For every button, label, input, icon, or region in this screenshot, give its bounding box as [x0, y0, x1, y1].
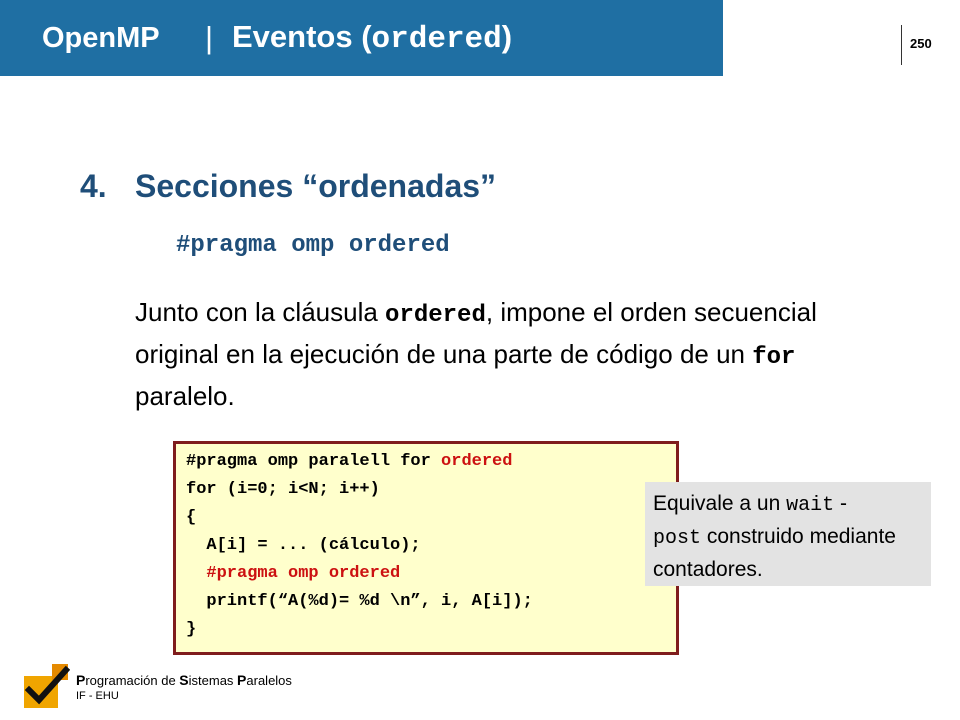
desc-code-ordered: ordered [385, 302, 486, 329]
code-line-1-text: #pragma omp paralell for [186, 452, 442, 471]
code-line-7: } [186, 620, 197, 639]
note-code-post: post [653, 527, 702, 550]
slide-title [232, 19, 512, 57]
note-code-wait: wait [786, 494, 835, 517]
desc-code-for: for [752, 344, 796, 371]
note-text-3: construido mediante contadores. [653, 525, 896, 581]
code-line-1-keyword: ordered [441, 452, 513, 471]
code-line-2: for (i=0; i<N; i++) [186, 480, 380, 499]
code-line-5: #pragma omp ordered [186, 564, 401, 583]
pragma-directive: #pragma omp ordered [176, 232, 450, 259]
checkmark-logo-icon [22, 662, 70, 710]
app-name: OpenMP [42, 22, 160, 54]
page-number: 250 [910, 36, 932, 51]
title-suffix: ) [501, 19, 513, 54]
desc-part-2: , impone el orden secuencial original en la ejecución de una parte de código de un [135, 297, 817, 369]
code-example-box [173, 441, 679, 655]
section-number: 4. [80, 168, 107, 204]
note-box [645, 482, 931, 586]
section-description [135, 293, 895, 415]
section-title: Secciones “ordenadas” [135, 168, 497, 204]
header-separator: | [205, 20, 214, 55]
footer-institution: IF - EHU [76, 690, 119, 702]
code-line-4: A[i] = ... (cálculo); [186, 536, 421, 555]
code-line-6: printf(“A(%d)= %d \n”, i, A[i]); [186, 592, 533, 611]
footer-course-name: Programación de Sistemas Paralelos [76, 672, 292, 688]
code-line-3: { [186, 508, 197, 527]
desc-part-3: paralelo. [135, 381, 235, 411]
desc-part-1: Junto con la cláusula [135, 297, 386, 327]
note-text-2: - [834, 492, 847, 515]
title-code: ordered [371, 22, 502, 57]
note-text-1: Equivale a un [653, 492, 787, 515]
page-number-divider [901, 25, 902, 65]
title-prefix: Eventos ( [232, 19, 372, 54]
code-line-1 [186, 452, 512, 471]
